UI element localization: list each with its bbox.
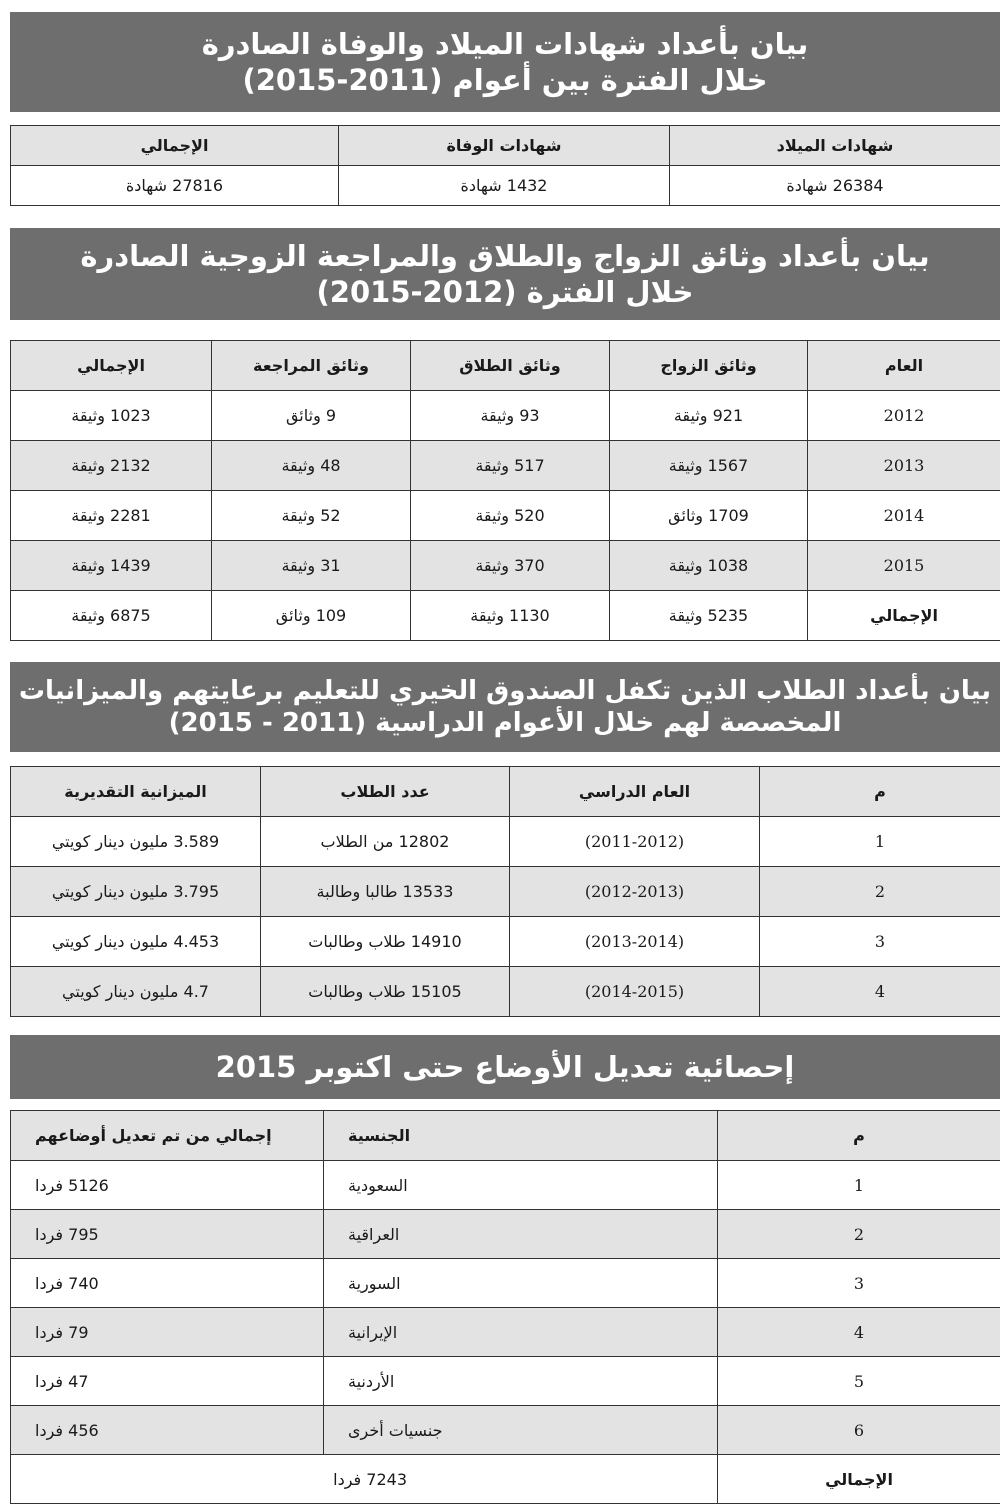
cell-students-count: 12802 من الطلاب: [261, 817, 510, 867]
cell-marriage: 1709 وثائق: [610, 491, 808, 541]
header-year: العام: [808, 341, 1000, 391]
table-row: [11, 541, 1000, 591]
cell-budget: 3.589 مليون دينار كويتي: [11, 817, 261, 867]
table-row: [11, 1308, 1000, 1357]
header-births: شهادات الميلاد: [670, 126, 1000, 166]
cell-students-count: 15105 طلاب وطالبات: [261, 967, 510, 1017]
table-row: [11, 441, 1000, 491]
cell-adjusted-total: 47 فردا: [11, 1357, 324, 1406]
cell-academic-year: (2014-2015): [510, 967, 760, 1017]
cell-index: 1: [718, 1161, 1000, 1210]
cell-review: 9 وثائق: [212, 391, 411, 441]
cell-nationality: السعودية: [324, 1161, 718, 1210]
header-adjusted-total: إجمالي من تم تعديل أوضاعهم: [11, 1111, 324, 1161]
section1-title-line2: خلال الفترة بين أعوام (2011-2015): [242, 63, 768, 97]
cell-total-label: الإجمالي: [808, 591, 1000, 641]
section4-title-banner: [10, 1035, 1000, 1099]
cell-index: 5: [718, 1357, 1000, 1406]
header-marriage: وثائق الزواج: [610, 341, 808, 391]
cell-index: 2: [760, 867, 1000, 917]
cell-year: 2015: [808, 541, 1000, 591]
cell-adjusted-total: 456 فردا: [11, 1406, 324, 1455]
cell-total: 1023 وثيقة: [11, 391, 212, 441]
table-row: [11, 867, 1000, 917]
cell-review: 48 وثيقة: [212, 441, 411, 491]
cell-divorce: 1130 وثيقة: [411, 591, 610, 641]
cell-index: 4: [718, 1308, 1000, 1357]
cell-review: 31 وثيقة: [212, 541, 411, 591]
cell-index: 3: [760, 917, 1000, 967]
header-review: وثائق المراجعة: [212, 341, 411, 391]
cell-divorce: 517 وثيقة: [411, 441, 610, 491]
cell-review: 52 وثيقة: [212, 491, 411, 541]
table-row: [11, 967, 1000, 1017]
table-row: [11, 917, 1000, 967]
section2-title-banner: [10, 228, 1000, 320]
header-budget: الميزانية التقديرية: [11, 767, 261, 817]
cell-divorce: 520 وثيقة: [411, 491, 610, 541]
marriage-divorce-table: [10, 340, 1000, 641]
cell-marriage: 921 وثيقة: [610, 391, 808, 441]
header-total: الإجمالي: [11, 126, 339, 166]
header-nationality: الجنسية: [324, 1111, 718, 1161]
section3-title-banner: [10, 662, 1000, 752]
cell-index: 4: [760, 967, 1000, 1017]
status-adjustment-table: [10, 1110, 1000, 1504]
cell-academic-year: (2013-2014): [510, 917, 760, 967]
section4-title-line1: إحصائية تعديل الأوضاع حتى اكتوبر 2015: [215, 1049, 795, 1084]
cell-total: 2132 وثيقة: [11, 441, 212, 491]
cell-students-count: 14910 طلاب وطالبات: [261, 917, 510, 967]
section1-title-banner: [10, 12, 1000, 112]
cell-total: 1439 وثيقة: [11, 541, 212, 591]
cell-adjusted-total: 740 فردا: [11, 1259, 324, 1308]
table-row: [11, 1357, 1000, 1406]
cell-index: 2: [718, 1210, 1000, 1259]
section3-title-line1: بيان بأعداد الطلاب الذين تكفل الصندوق الخيري للتعليم برعايتهم والميزانيات: [18, 675, 992, 706]
cell-academic-year: (2012-2013): [510, 867, 760, 917]
table-row: [11, 1161, 1000, 1210]
header-students-count: عدد الطلاب: [261, 767, 510, 817]
cell-nationality: جنسيات أخرى: [324, 1406, 718, 1455]
cell-divorce: 93 وثيقة: [411, 391, 610, 441]
section2-title-line2: خلال الفترة (2012-2015): [316, 275, 694, 309]
value-total: 27816 شهادة: [11, 166, 339, 206]
header-index: م: [760, 767, 1000, 817]
cell-nationality: السورية: [324, 1259, 718, 1308]
cell-index: 6: [718, 1406, 1000, 1455]
value-deaths: 1432 شهادة: [339, 166, 670, 206]
cell-nationality: الأردنية: [324, 1357, 718, 1406]
table-row: [11, 1259, 1000, 1308]
header-divorce: وثائق الطلاق: [411, 341, 610, 391]
cell-adjusted-total: 5126 فردا: [11, 1161, 324, 1210]
cell-total: 2281 وثيقة: [11, 491, 212, 541]
cell-year: 2013: [808, 441, 1000, 491]
header-deaths: شهادات الوفاة: [339, 126, 670, 166]
cell-budget: 4.453 مليون دينار كويتي: [11, 917, 261, 967]
header-total: الإجمالي: [11, 341, 212, 391]
cell-divorce: 370 وثيقة: [411, 541, 610, 591]
cell-index: 3: [718, 1259, 1000, 1308]
cell-year: 2012: [808, 391, 1000, 441]
cell-adjusted-total: 79 فردا: [11, 1308, 324, 1357]
value-births: 26384 شهادة: [670, 166, 1000, 206]
section3-title-line2: المخصصة لهم خلال الأعوام الدراسية (2011 - 2015): [168, 708, 842, 738]
births-deaths-table: [10, 125, 1000, 206]
table-row-total: [11, 591, 1000, 641]
table-row-total: [11, 1455, 1000, 1504]
header-academic-year: العام الدراسي: [510, 767, 760, 817]
table-row: [11, 1406, 1000, 1455]
cell-nationality: الإيرانية: [324, 1308, 718, 1357]
cell-total-value: 7243 فردا: [11, 1455, 718, 1504]
cell-budget: 4.7 مليون دينار كويتي: [11, 967, 261, 1017]
cell-review: 109 وثائق: [212, 591, 411, 641]
cell-adjusted-total: 795 فردا: [11, 1210, 324, 1259]
cell-year: 2014: [808, 491, 1000, 541]
cell-marriage: 1567 وثيقة: [610, 441, 808, 491]
table-row: [11, 1210, 1000, 1259]
table-row: [11, 391, 1000, 441]
cell-academic-year: (2011-2012): [510, 817, 760, 867]
cell-total: 6875 وثيقة: [11, 591, 212, 641]
section2-title-line1: بيان بأعداد وثائق الزواج والطلاق والمراجعة الزوجية الصادرة: [80, 238, 930, 273]
table-row: [11, 817, 1000, 867]
cell-total-label: الإجمالي: [718, 1455, 1000, 1504]
cell-nationality: العراقية: [324, 1210, 718, 1259]
cell-marriage: 1038 وثيقة: [610, 541, 808, 591]
cell-budget: 3.795 مليون دينار كويتي: [11, 867, 261, 917]
cell-marriage: 5235 وثيقة: [610, 591, 808, 641]
cell-index: 1: [760, 817, 1000, 867]
cell-students-count: 13533 طالبا وطالبة: [261, 867, 510, 917]
students-budget-table: [10, 766, 1000, 1017]
table-row: [11, 491, 1000, 541]
header-index: م: [718, 1111, 1000, 1161]
section1-title-line1: بيان بأعداد شهادات الميلاد والوفاة الصادرة: [201, 26, 809, 61]
